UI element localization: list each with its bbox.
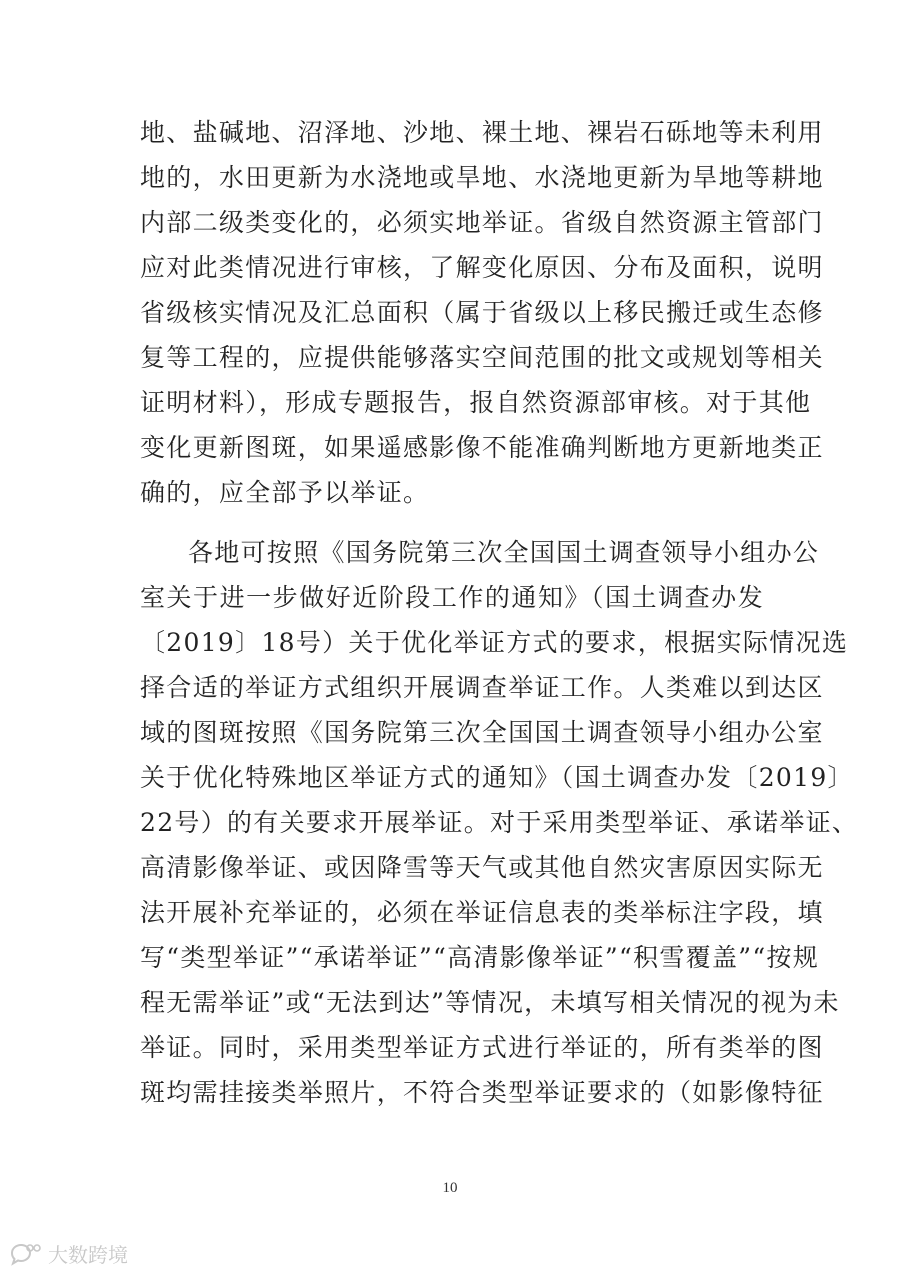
- text-line: 法开展补充举证的，必须在举证信息表的类举标注字段，填: [140, 898, 824, 927]
- text-line: 地、盐碱地、沼泽地、沙地、裸土地、裸岩石砾地等未利用: [140, 118, 824, 147]
- watermark-text: 大数跨境: [48, 1242, 128, 1267]
- text-line: 地的，水田更新为水浇地或旱地、水浇地更新为旱地等耕地: [140, 163, 824, 192]
- text-line: 证明材料），形成专题报告，报自然资源部审核。对于其他: [140, 388, 812, 417]
- chat-bubble-logo-icon: [8, 1240, 42, 1266]
- text-line: 择合适的举证方式组织开展调查举证工作。人类难以到达区: [140, 673, 824, 702]
- text-line: 各地可按照《国务院第三次全国国土调查领导小组办公: [188, 538, 820, 567]
- text-line: 域的图斑按照《国务院第三次全国国土调查领导小组办公室: [140, 718, 824, 747]
- text-line: 关于优化特殊地区举证方式的通知》（国土调查办发〔2019〕: [140, 763, 854, 792]
- text-line: 省级核实情况及汇总面积（属于省级以上移民搬迁或生态修: [140, 298, 824, 327]
- text-line: 变化更新图斑，如果遥感影像不能准确判断地方更新地类正: [140, 433, 824, 462]
- text-line: 应对此类情况进行审核，了解变化原因、分布及面积，说明: [140, 253, 824, 282]
- text-line: 斑均需挂接类举照片，不符合类型举证要求的（如影像特征: [140, 1078, 824, 1107]
- text-line: 22号）的有关要求开展举证。对于采用类型举证、承诺举证、: [140, 808, 859, 837]
- text-line: 写“类型举证”“承诺举证”“高清影像举证”“积雪覆盖”“按规: [140, 943, 820, 972]
- text-line: 室关于进一步做好近阶段工作的通知》（国土调查办发: [140, 583, 764, 612]
- page-number: 10: [442, 1180, 458, 1196]
- text-line: 举证。同时，采用类型举证方式进行举证的，所有类举的图: [140, 1033, 824, 1062]
- text-line: 〔2019〕18号）关于优化举证方式的要求，根据实际情况选: [140, 628, 849, 657]
- watermark: [8, 1238, 128, 1268]
- text-line: 程无需举证”或“无法到达”等情况，未填写相关情况的视为未: [140, 988, 840, 1017]
- text-line: 高清影像举证、或因降雪等天气或其他自然灾害原因实际无: [140, 853, 824, 882]
- text-line: 确的，应全部予以举证。: [140, 478, 430, 507]
- text-line: 复等工程的，应提供能够落实空间范围的批文或规划等相关: [140, 343, 824, 372]
- text-line: 内部二级类变化的，必须实地举证。省级自然资源主管部门: [140, 208, 824, 237]
